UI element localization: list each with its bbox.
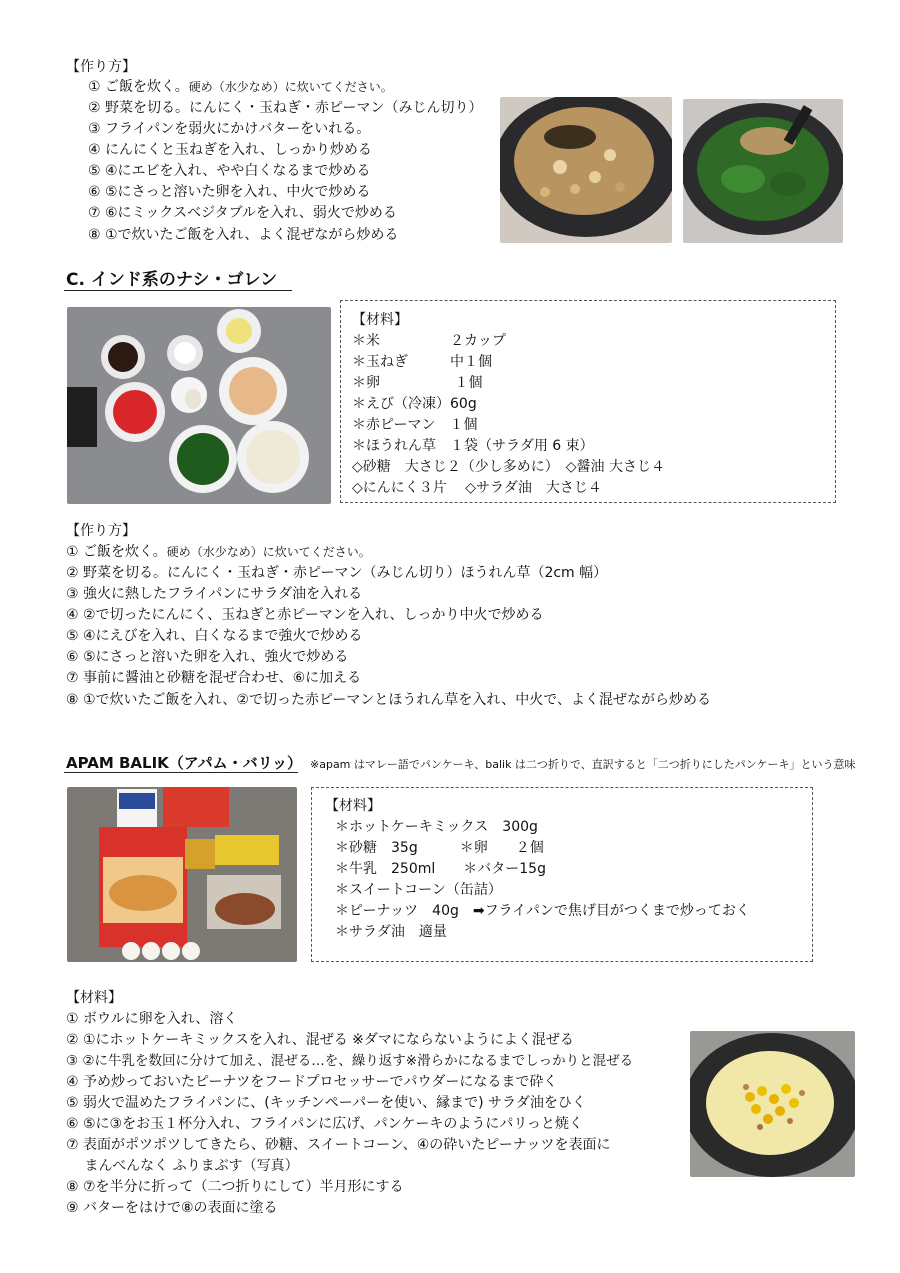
section-c-step: ⑤ ④にえびを入れ、白くなるまで強火で炒める bbox=[66, 628, 363, 644]
section-c-step: ④ ②で切ったにんにく、玉ねぎと赤ピーマンを入れ、しっかり中火で炒める bbox=[66, 607, 544, 623]
section-apam-step: ② ①にホットケーキミックスを入れ、混ぜる ※ダマにならないようによく混ぜる bbox=[66, 1032, 574, 1048]
step-text: ① ご飯を炊く。 bbox=[88, 79, 189, 95]
material-item: ＊えび（冷凍）60g bbox=[352, 396, 477, 412]
material-item: ◇砂糖 大さじ２（少し多めに） ◇醤油 大さじ４ bbox=[352, 459, 665, 475]
section-b-step: ⑧ ①で炊いたご飯を入れ、よく混ぜながら炒める bbox=[88, 227, 399, 243]
section-apam-step: ⑨ バターをはけで⑧の表面に塗る bbox=[66, 1200, 278, 1216]
section-apam-step: ① ボウルに卵を入れ、溶く bbox=[66, 1011, 238, 1027]
section-apam-step: ④ 予め炒っておいたピーナツをフードプロセッサーでパウダーになるまで砕く bbox=[66, 1074, 558, 1090]
section-b-step: ⑤ ④にエビを入れ、やや白くなるまで炒める bbox=[88, 163, 371, 179]
section-c-materials-heading: 【材料】 bbox=[352, 312, 408, 328]
section-b-step: ⑦ ⑥にミックスベジタブルを入れ、弱火で炒める bbox=[88, 205, 397, 221]
section-b-step: ⑥ ⑤にさっと溶いた卵を入れ、中火で炒める bbox=[88, 184, 371, 200]
step-note: 硬め（水少なめ）に炊いてください。 bbox=[166, 545, 371, 559]
section-apam-step: ⑧ ⑦を半分に折って（二つ折りにして）半月形にする bbox=[66, 1179, 404, 1195]
section-apam-step: ⑦ 表面がポツポツしてきたら、砂糖、スイートコーン、④の砕いたピーナッツを表面に bbox=[66, 1137, 611, 1153]
section-apam-materials-heading: 【材料】 bbox=[325, 798, 381, 814]
step-text: ① ご飯を炊く。 bbox=[66, 544, 167, 560]
photo-apam-pan bbox=[690, 1031, 855, 1177]
section-b-step: ④ にんにくと玉ねぎを入れ、しっかり炒める bbox=[88, 142, 372, 158]
section-apam-step: ③ ②に牛乳を数回に分けて加え、混ぜる…を、繰り返す※滑らかになるまでしっかりと混ぜる bbox=[66, 1053, 634, 1069]
material-item: ＊卵 １個 bbox=[352, 375, 483, 391]
section-c-steps-heading: 【作り方】 bbox=[66, 523, 136, 539]
section-b-step: ② 野菜を切る。にんにく・玉ねぎ・赤ピーマン（みじん切り） bbox=[88, 100, 483, 116]
photo-pan-spinach bbox=[683, 99, 843, 243]
section-c-step bbox=[66, 542, 371, 562]
section-b-step bbox=[88, 77, 393, 97]
section-c-step: ③ 強火に熱したフライパンにサラダ油を入れる bbox=[66, 586, 363, 602]
material-item: ＊ピーナッツ 40g ➡フライパンで焦げ目がつくまで炒っておく bbox=[335, 903, 750, 919]
material-item: ＊ホットケーキミックス 300g bbox=[335, 819, 538, 835]
section-apam-title: APAM BALIK（アパム・バリッ） bbox=[66, 754, 302, 772]
material-item: ＊玉ねぎ 中１個 bbox=[352, 354, 492, 370]
section-c-step: ② 野菜を切る。にんにく・玉ねぎ・赤ピーマン（みじん切り）ほうれん草（2cm 幅） bbox=[66, 565, 608, 581]
section-c-title: C. インド系のナシ・ゴレン bbox=[66, 270, 278, 290]
material-item: ＊砂糖 35g ＊卵 ２個 bbox=[335, 840, 544, 856]
section-apam-step: ⑥ ⑤に③をお玉１杯分入れ、フライパンに広げ、パンケーキのようにパリっと焼く bbox=[66, 1116, 583, 1132]
section-c-step: ⑦ 事前に醤油と砂糖を混ぜ合わせ、⑥に加える bbox=[66, 670, 362, 686]
photo-pan-rice bbox=[500, 97, 672, 243]
section-c-title-underline bbox=[64, 290, 292, 291]
section-c-step: ⑥ ⑤にさっと溶いた卵を入れ、強火で炒める bbox=[66, 649, 349, 665]
section-apam-step: ⑤ 弱火で温めたフライパンに、(キッチンペーパーを使い、縁まで) サラダ油をひく bbox=[66, 1095, 586, 1111]
material-item: ＊赤ピーマン １個 bbox=[352, 417, 478, 433]
material-item: ◇にんにく３片 ◇サラダ油 大さじ４ bbox=[352, 480, 602, 496]
photo-apam-ingredients bbox=[67, 787, 297, 962]
photo-ingredients-bowls bbox=[67, 307, 331, 504]
material-item: ＊牛乳 250ml ＊バター15g bbox=[335, 861, 546, 877]
section-c-step: ⑧ ①で炊いたご飯を入れ、②で切った赤ピーマンとほうれん草を入れ、中火で、よく混ぜながら炒める bbox=[66, 692, 711, 708]
section-apam-title-underline bbox=[64, 772, 298, 773]
step-note: 硬め（水少なめ）に炊いてください。 bbox=[188, 80, 393, 94]
section-b-step: ③ フライパンを弱火にかけバターをいれる。 bbox=[88, 121, 371, 137]
section-apam-note: ※apam はマレー語でパンケーキ、balik は二つ折りで、直訳すると「二つ折りにしたパンケーキ」という意味 bbox=[310, 758, 856, 771]
material-item: ＊サラダ油 適量 bbox=[335, 924, 447, 940]
section-apam-step: まんべんなく ふりまぶす（写真） bbox=[66, 1158, 299, 1174]
material-item: ＊ほうれん草 １袋（サラダ用 6 束） bbox=[352, 438, 594, 454]
material-item: ＊米 ２カップ bbox=[352, 333, 506, 349]
section-b-steps-heading: 【作り方】 bbox=[66, 59, 136, 75]
material-item: ＊スイートコーン（缶詰） bbox=[335, 882, 502, 898]
section-apam-steps-heading: 【材料】 bbox=[66, 990, 122, 1006]
